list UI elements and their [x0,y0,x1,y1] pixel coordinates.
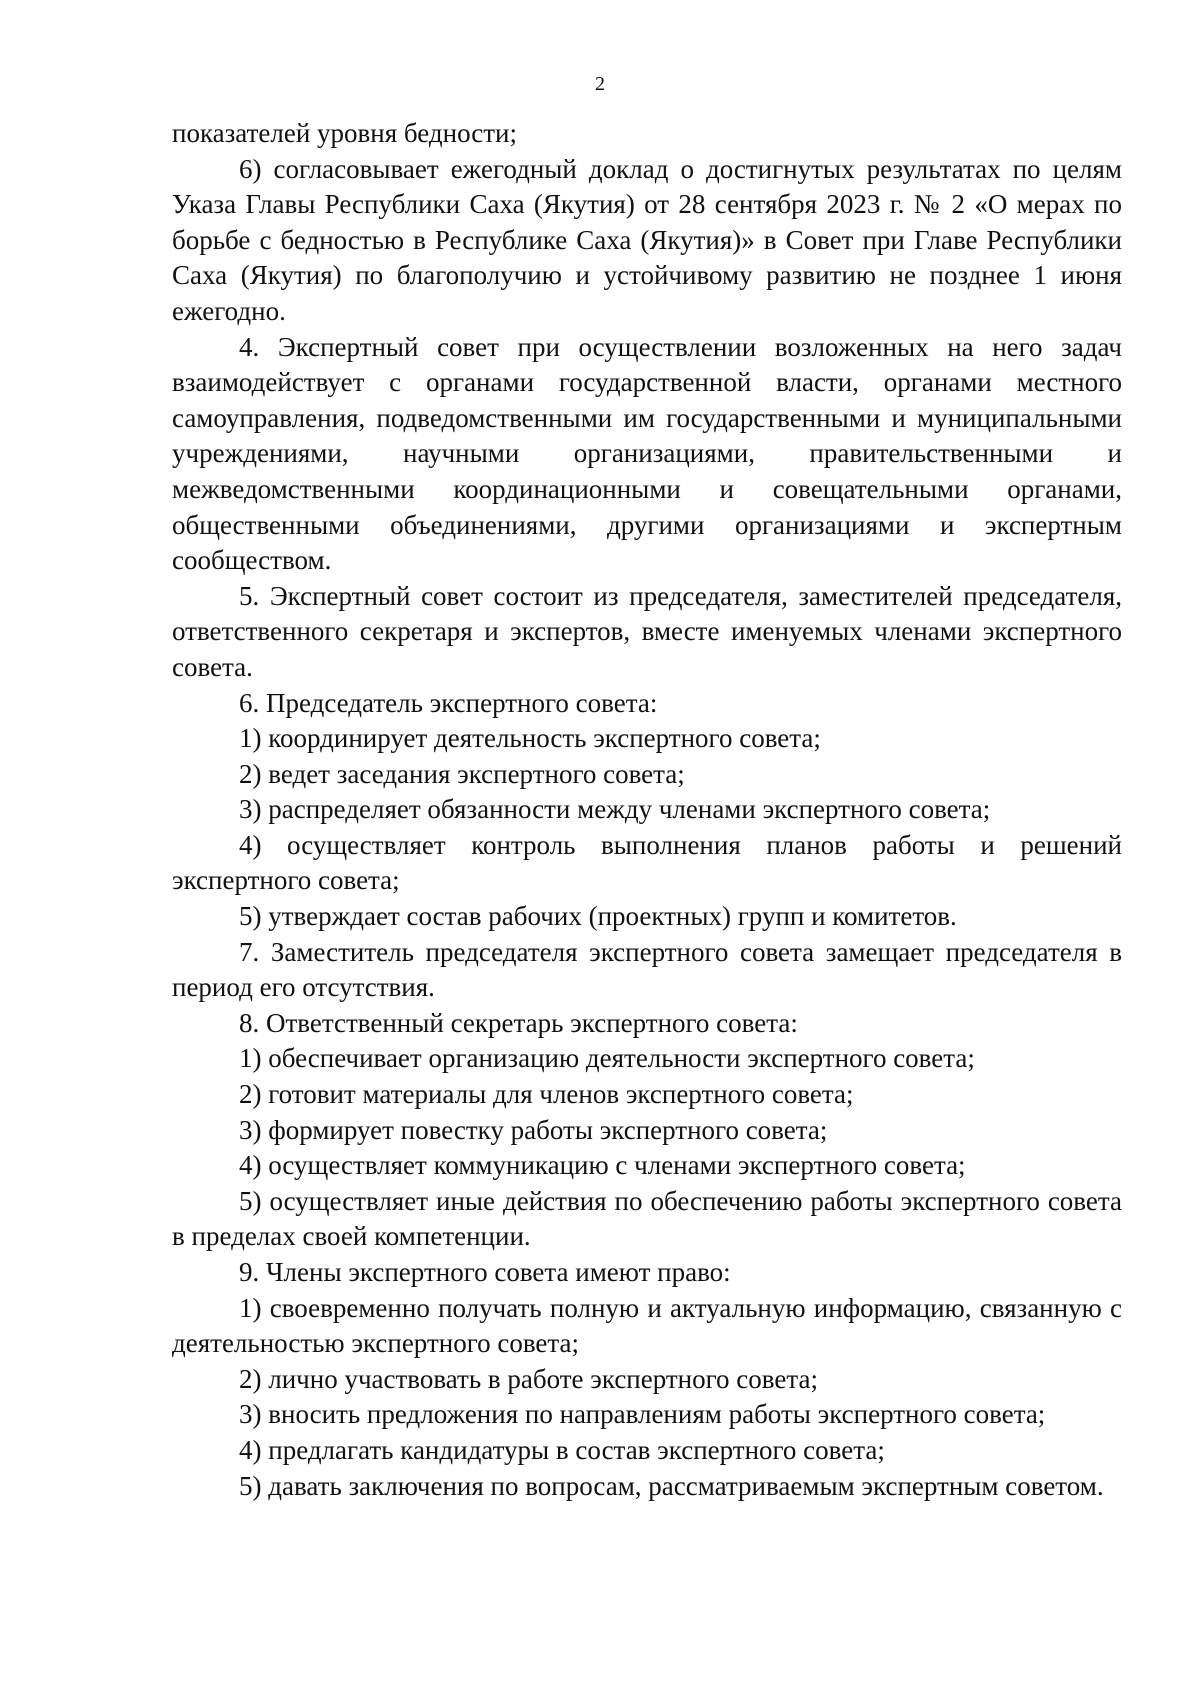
paragraph: 6) согласовывает ежегодный доклад о достигнутых результатах по целям Указа Главы Республики Саха (Якутия) от 28 сентября 2023 г. № 2 «О мерах по борьбе с бедностью в Республике Саха (Якутия)» в Совет при Главе Республики Саха (Якутия) по благополучию и устойчивому развитию не позднее 1 июня ежегодно. [172,153,1122,326]
paragraph: 3) формирует повестку работы экспертного совета; [239,1114,828,1145]
paragraph: 2) лично участвовать в работе экспертного совета; [239,1363,818,1394]
page-number: 2 [595,73,605,95]
paragraph: 8. Ответственный секретарь экспертного совета: [239,1007,798,1038]
paragraph: 1) обеспечивает организацию деятельности экспертного совета; [239,1043,975,1074]
paragraph: 5. Экспертный совет состоит из председателя, заместителей председателя, ответственного секретаря и экспертов, вместе именуемых членами экспертного совета. [172,580,1122,682]
paragraph: 4. Экспертный совет при осуществлении возложенных на него задач взаимодействует с органами государственной власти, органами местного самоуправления, подведомственными им государственными и муниципальными учреждениями, научными организациями, правительственными и межведомственными координационными и совещательными органами, общественными объединениями, другими организациями и экспертным сообществом. [172,331,1122,576]
paragraph: 4) предлагать кандидатуры в состав экспертного совета; [239,1434,885,1465]
paragraph: показателей уровня бедности; [172,118,518,148]
paragraph: 1) своевременно получать полную и актуальную информацию, связанную с деятельностью экспертного совета; [172,1292,1122,1359]
paragraph: 3) вносить предложения по направлениям работы экспертного совета; [239,1399,1046,1430]
paragraph: 3) распределяет обязанности между членами экспертного совета; [239,794,991,825]
paragraph: 4) осуществляет коммуникацию с членами экспертного совета; [239,1150,966,1181]
paragraph: 9. Члены экспертного совета имеют право: [239,1257,731,1287]
paragraph: 1) координирует деятельность экспертного совета; [239,723,821,754]
paragraph: 4) осуществляет контроль выполнения планов работы и решений экспертного совета; [172,829,1122,896]
paragraph: 5) утверждает состав рабочих (проектных) групп и комитетов. [239,901,957,932]
paragraph: 2) готовит материалы для членов экспертного совета; [239,1079,854,1110]
paragraph: 2) ведет заседания экспертного совета; [239,758,685,789]
paragraph: 5) осуществляет иные действия по обеспечению работы экспертного совета в пределах своей компетенции. [172,1185,1122,1252]
document-body [172,116,1122,1504]
paragraph: 5) давать заключения по вопросам, рассматриваемым экспертным советом. [239,1470,1104,1501]
paragraph: 6. Председатель экспертного совета: [239,687,658,718]
paragraph: 7. Заместитель председателя экспертного совета замещает председателя в период его отсутствия. [172,936,1122,1003]
